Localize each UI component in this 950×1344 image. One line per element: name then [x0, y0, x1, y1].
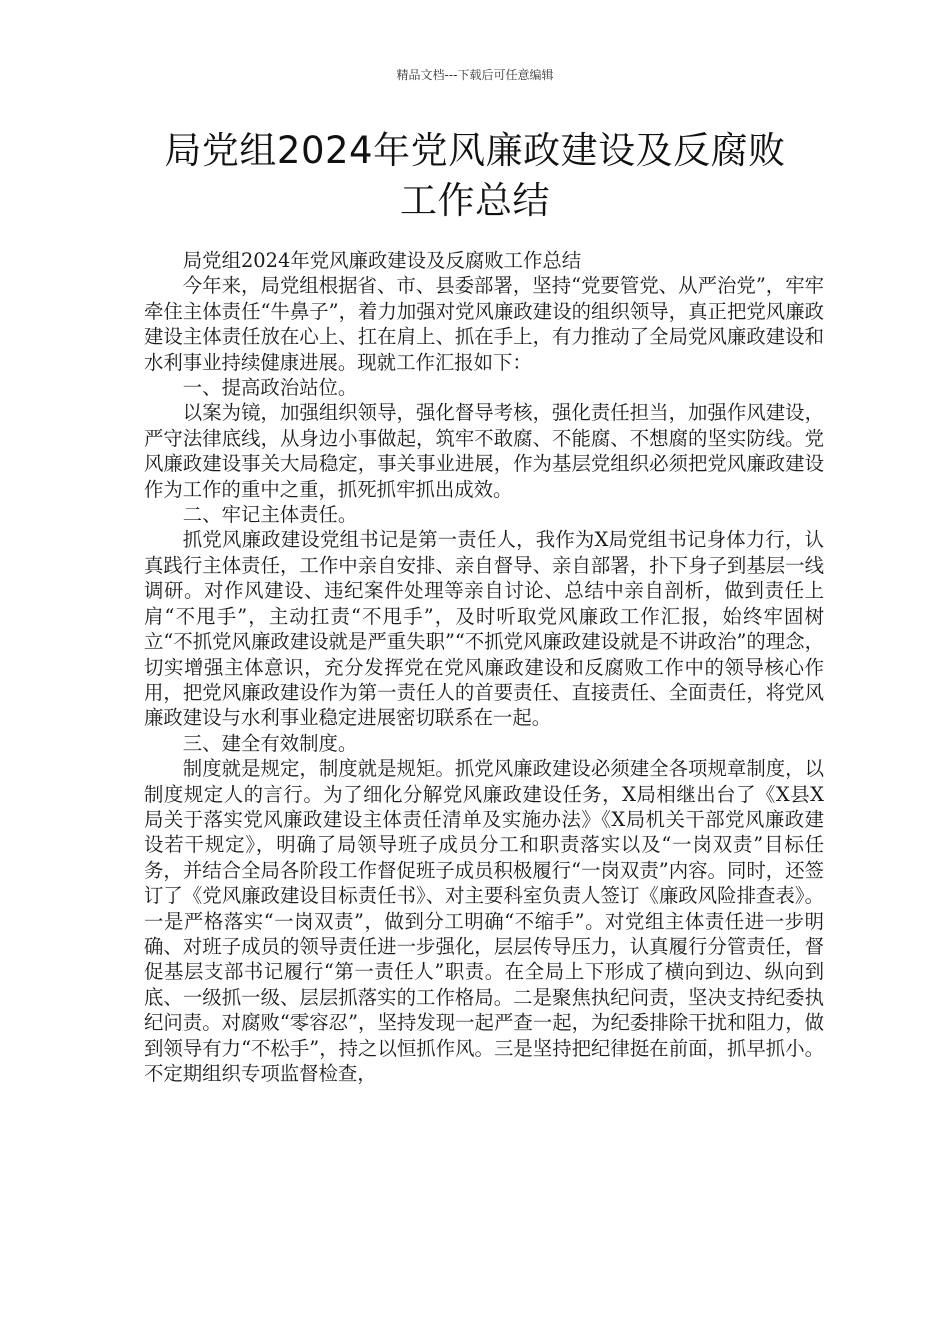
paragraph-intro: 今年来，局党组根据省、市、县委部署，坚持“党要管党、从严治党”，牢牢牵住主体责任“牛鼻子”，着力加强对党风廉政建设的组织领导，真正把党风廉政建设主体责任放在心上、扛在肩上、抓在手上，有力推动了全局党风廉政建设和水利事业持续健康进展。现就工作汇报如下：: [144, 274, 824, 374]
section-heading-3: 三、建全有效制度。: [182, 731, 358, 755]
paragraph-subtitle: 局党组2024年党风廉政建设及反腐败工作总结: [182, 249, 582, 272]
document-body: [144, 248, 824, 1086]
paragraph-section-2: 抓党风廉政建设党组书记是第一责任人，我作为X局党组书记身体力行，认真践行主体责任，工作中亲自安排、亲自督导、亲自部署，扑下身子到基层一线调研。对作风建设、违纪案件处理等亲自讨论、总结中亲自剖析，做到责任上肩“不甩手”，主动扛责“不甩手”，及时听取党风廉政工作汇报，始终牢固树立“不抓党风廉政建设就是严重失职”“不抓党风廉政建设就是不讲政治”的理念，切实增强主体意识，充分发挥党在党风廉政建设和反腐败工作中的领导核心作用，把党风廉政建设作为第一责任人的首要责任、直接责任、全面责任，将党风廉政建设与水利事业稳定进展密切联系在一起。: [144, 528, 824, 730]
section-heading-2: 二、牢记主体责任。: [182, 503, 358, 527]
document-title: [130, 126, 820, 226]
paragraph-section-3: 制度就是规定，制度就是规矩。抓党风廉政建设必须建全各项规章制度，以制度规定人的言行。为了细化分解党风廉政建设任务，X局相继出台了《X县X局关于落实党风廉政建设主体责任清单及实施办法》《X局机关干部党风廉政建设若干规定》，明确了局领导班子成员分工和职责落实以及“一岗双责”目标任务，并结合全局各阶段工作督促班子成员积极履行“一岗双责”内容。同时，还签订了《党风廉政建设目标责任书》、对主要科室负责人签订《廉政风险排查表》。一是严格落实“一岗双责”，做到分工明确“不缩手”。对党组主体责任进一步明确、对班子成员的领导责任进一步强化，层层传导压力，认真履行分管责任，督促基层支部书记履行“第一责任人”职责。在全局上下形成了横向到边、纵向到底、一级抓一级、层层抓落实的工作格局。二是聚焦执纪问责，坚决支持纪委执纪问责。对腐败“零容忍”，坚持发现一起严查一起，为纪委排除干扰和阻力，做到领导有力“不松手”，持之以恒抓作风。三是坚持把纪律挺在前面，抓早抓小。不定期组织专项监督检查，: [144, 757, 824, 1085]
document-title-line-1: 局党组2024年党风廉政建设及反腐败: [164, 129, 786, 172]
document-title-line-2: 工作总结: [400, 179, 550, 222]
paragraph-section-1: 以案为镜，加强组织领导，强化督导考核，强化责任担当，加强作风建设，严守法律底线，从身边小事做起，筑牢不敢腐、不能腐、不想腐的坚实防线。党风廉政建设事关大局稳定，事关事业进展，作为基层党组织必须把党风廉政建设作为工作的重中之重，抓死抓牢抓出成效。: [144, 401, 824, 501]
header-note: 精品文档---下载后可任意编辑: [396, 68, 554, 82]
section-heading-1: 一、提高政治站位。: [182, 376, 358, 400]
